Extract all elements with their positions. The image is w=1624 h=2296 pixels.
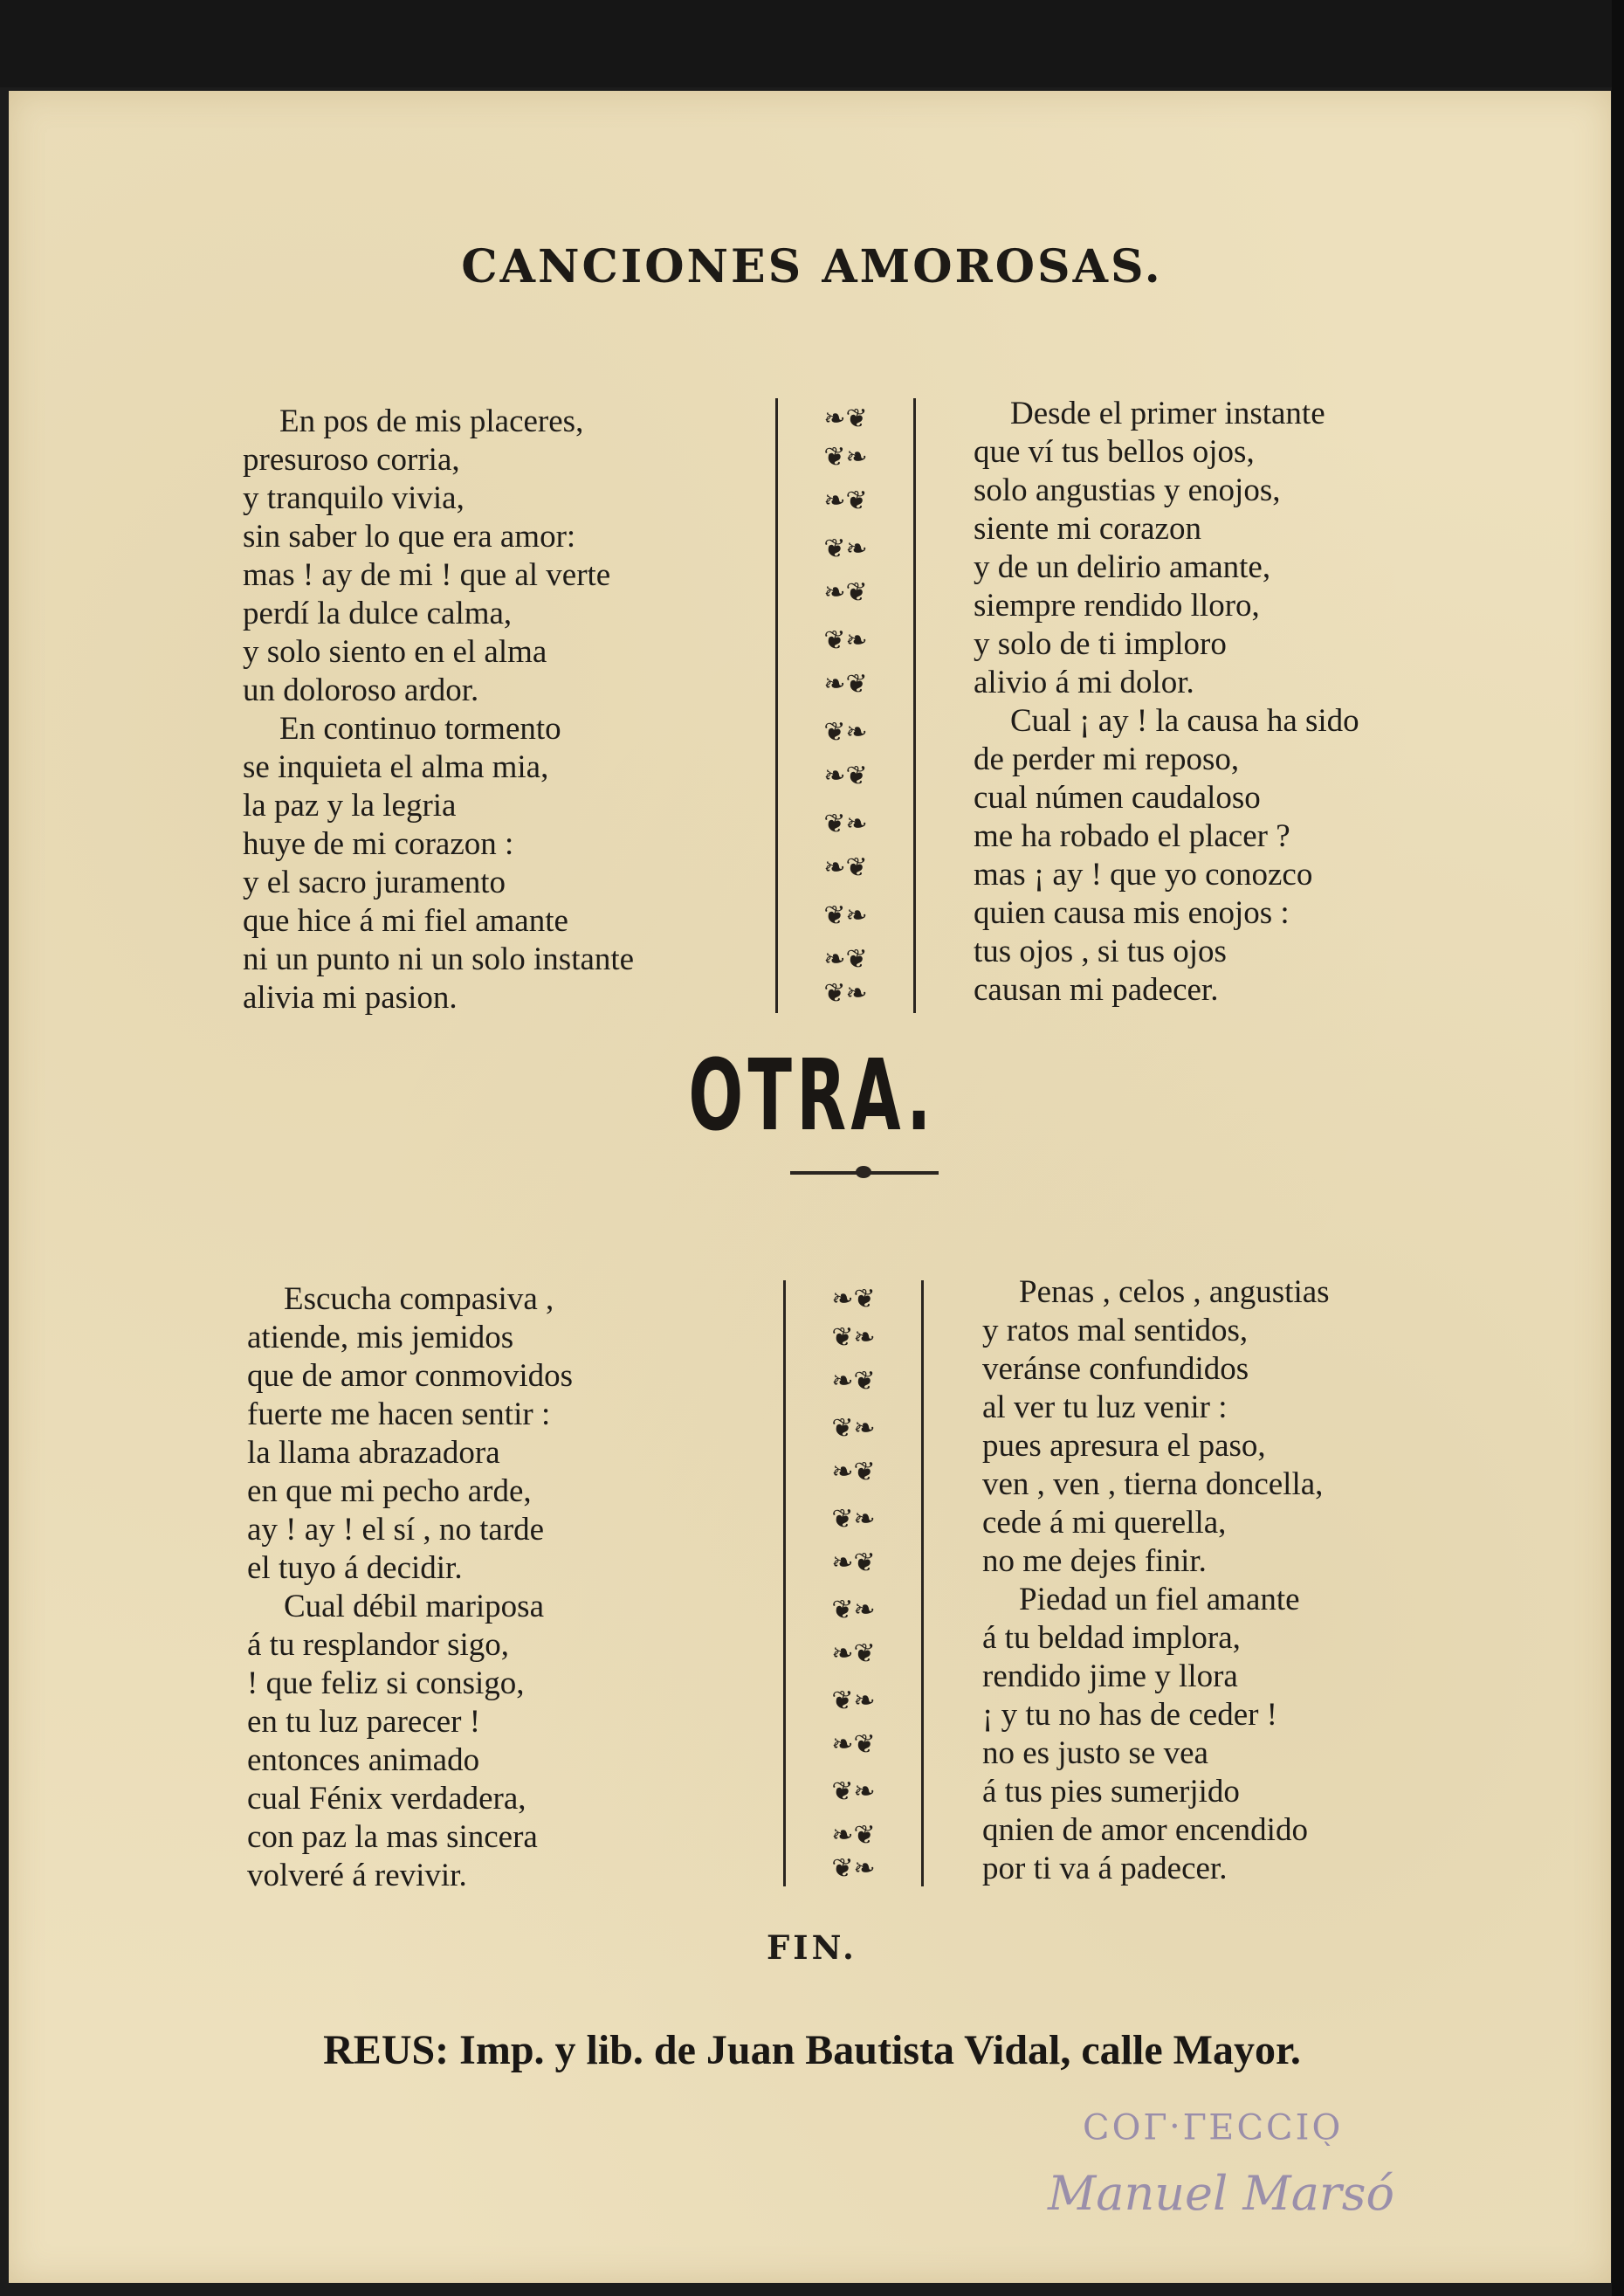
- stamp-collection-label: COL·LECCIÓ: [1083, 2105, 1344, 2145]
- verse-line: que ví tus bellos ojos,: [974, 434, 1255, 470]
- leaf-ornament: ❦❧: [823, 900, 868, 931]
- leaf-ornament: ❦❧: [823, 809, 868, 839]
- verse-line: y solo siento en el alma: [243, 634, 547, 670]
- verse-line: ni un punto ni un solo instante: [243, 941, 635, 977]
- verse-line: me ha robado el placer ?: [974, 818, 1290, 854]
- verse-line: En pos de mis placeres,: [279, 403, 584, 439]
- verse-line: la paz y la legria: [243, 788, 457, 824]
- verse-line: el tuyo á decidir.: [247, 1550, 463, 1586]
- verse-line: no es justo se vea: [982, 1735, 1208, 1771]
- leaf-ornament: ❧❦: [831, 1366, 876, 1396]
- fleuron-ornament: ❦❧: [823, 978, 868, 1009]
- section-heading: OTRA.: [688, 1039, 936, 1153]
- verse-line: presuroso corria,: [243, 442, 460, 478]
- verse-line: cual númen caudaloso: [974, 780, 1261, 816]
- verse-line: siente mi corazon: [974, 511, 1201, 547]
- printer-imprint: REUS: Imp. y lib. de Juan Bautista Vidal, calle Mayor.: [323, 2027, 1301, 2073]
- stamp-owner-name: Manuel Marsó: [1048, 2166, 1394, 2221]
- collection-stamp: [1039, 2105, 1441, 2236]
- verse-line: no me dejes finir.: [982, 1543, 1207, 1579]
- verse-line: al ver tu luz venir :: [982, 1389, 1228, 1425]
- verse-line: Escucha compasiva ,: [284, 1281, 554, 1317]
- ornamental-divider: [775, 398, 916, 1013]
- verse-line: á tu beldad implora,: [982, 1620, 1241, 1656]
- verse-line: cual Fénix verdadera,: [247, 1781, 526, 1817]
- leaf-ornament: ❦❧: [831, 1686, 876, 1716]
- heading-rule-ornament: [856, 1166, 871, 1178]
- verse-line: rendido jime y llora: [982, 1658, 1238, 1694]
- leaf-ornament: ❦❧: [831, 1322, 876, 1353]
- verse-line: que hice á mi fiel amante: [243, 903, 568, 939]
- verse-line: cede á mi querella,: [982, 1505, 1227, 1541]
- verse-line: ven , ven , tierna doncella,: [982, 1466, 1324, 1502]
- verse-line: Cual débil mariposa: [284, 1589, 544, 1624]
- verse-line: por ti va á padecer.: [982, 1851, 1228, 1886]
- verse-line: entonces animado: [247, 1742, 480, 1778]
- verse-line: Desde el primer instante: [1010, 396, 1325, 431]
- song2-right-column: [982, 1273, 1330, 1888]
- verse-line: á tu resplandor sigo,: [247, 1627, 510, 1663]
- verse-line: volveré á revivir.: [247, 1858, 467, 1893]
- leaf-ornament: ❦❧: [823, 625, 868, 656]
- page-title: CANCIONES AMOROSAS.: [461, 240, 1163, 293]
- verse-line: tus ojos , si tus ojos: [974, 934, 1227, 969]
- verse-line: atiende, mis jemidos: [247, 1320, 514, 1355]
- verse-line: ¡ y tu no has de ceder !: [982, 1697, 1278, 1733]
- verse-line: Piedad un fiel amante: [1019, 1582, 1300, 1617]
- end-mark: FIN.: [767, 1928, 857, 1967]
- scan-background: [0, 0, 1624, 87]
- verse-line: y de un delirio amante,: [974, 549, 1271, 585]
- verse-line: siempre rendido lloro,: [974, 588, 1260, 624]
- leaf-ornament: ❧❦: [831, 1638, 876, 1669]
- verse-line: un doloroso ardor.: [243, 672, 479, 708]
- verse-line: en que mi pecho arde,: [247, 1473, 532, 1509]
- leaf-ornament: ❧❦: [831, 1820, 876, 1851]
- leaf-ornament: ❦❧: [831, 1595, 876, 1625]
- verse-line: ! que feliz si consigo,: [247, 1665, 525, 1701]
- verse-line: de perder mi reposo,: [974, 741, 1240, 777]
- leaf-ornament: ❦❧: [823, 534, 868, 564]
- song2-left-column: [247, 1280, 573, 1895]
- verse-line: perdí la dulce calma,: [243, 596, 513, 631]
- fleuron-ornament: ❧❦: [831, 1284, 876, 1314]
- verse-line: pues apresura el paso,: [982, 1428, 1266, 1464]
- verse-line: se inquieta el alma mia,: [243, 749, 549, 785]
- verse-line: con paz la mas sincera: [247, 1819, 538, 1855]
- leaf-ornament: ❧❦: [823, 577, 868, 608]
- leaf-ornament: ❧❦: [823, 669, 868, 700]
- verse-line: y solo de ti imploro: [974, 626, 1227, 662]
- verse-line: que de amor conmovidos: [247, 1358, 573, 1394]
- fleuron-ornament: ❧❦: [823, 403, 868, 434]
- verse-line: sin saber lo que era amor:: [243, 519, 576, 555]
- song1-right-column: [974, 395, 1359, 1010]
- leaf-ornament: ❦❧: [831, 1504, 876, 1534]
- verse-line: huye de mi corazon :: [243, 826, 514, 862]
- leaf-ornament: ❧❦: [823, 486, 868, 516]
- leaf-ornament: ❦❧: [831, 1413, 876, 1444]
- leaf-ornament: ❦❧: [831, 1776, 876, 1807]
- verse-line: mas ¡ ay ! que yo conozco: [974, 857, 1313, 893]
- leaf-ornament: ❧❦: [831, 1729, 876, 1760]
- verse-line: En continuo tormento: [279, 711, 561, 747]
- verse-line: ay ! ay ! el sí , no tarde: [247, 1512, 545, 1548]
- verse-line: y el sacro juramento: [243, 865, 506, 900]
- ornamental-divider: [783, 1280, 924, 1886]
- verse-line: quien causa mis enojos :: [974, 895, 1290, 931]
- verse-line: y tranquilo vivia,: [243, 480, 464, 516]
- verse-line: alivio á mi dolor.: [974, 665, 1194, 700]
- leaf-ornament: ❦❧: [823, 717, 868, 748]
- leaf-ornament: ❧❦: [831, 1457, 876, 1487]
- verse-line: causan mi padecer.: [974, 972, 1219, 1008]
- leaf-ornament: ❦❧: [823, 442, 868, 472]
- verse-line: veránse confundidos: [982, 1351, 1249, 1387]
- verse-line: y ratos mal sentidos,: [982, 1313, 1249, 1348]
- verse-line: alivia mi pasion.: [243, 980, 458, 1016]
- verse-line: Penas , celos , angustias: [1019, 1274, 1330, 1310]
- verse-line: la llama abrazadora: [247, 1435, 500, 1471]
- fleuron-ornament: ❦❧: [831, 1853, 876, 1884]
- verse-line: á tus pies sumerjido: [982, 1774, 1240, 1810]
- verse-line: solo angustias y enojos,: [974, 472, 1281, 508]
- verse-line: fuerte me hacen sentir :: [247, 1396, 551, 1432]
- song1-left-column: [243, 403, 634, 1017]
- leaf-ornament: ❧❦: [831, 1548, 876, 1578]
- leaf-ornament: ❧❦: [823, 852, 868, 883]
- leaf-ornament: ❧❦: [823, 761, 868, 791]
- leaf-ornament: ❧❦: [823, 944, 868, 975]
- verse-line: en tu luz parecer !: [247, 1704, 481, 1740]
- verse-line: qnien de amor encendido: [982, 1812, 1308, 1848]
- verse-line: Cual ¡ ay ! la causa ha sido: [1010, 703, 1359, 739]
- verse-line: mas ! ay de mi ! que al verte: [243, 557, 611, 593]
